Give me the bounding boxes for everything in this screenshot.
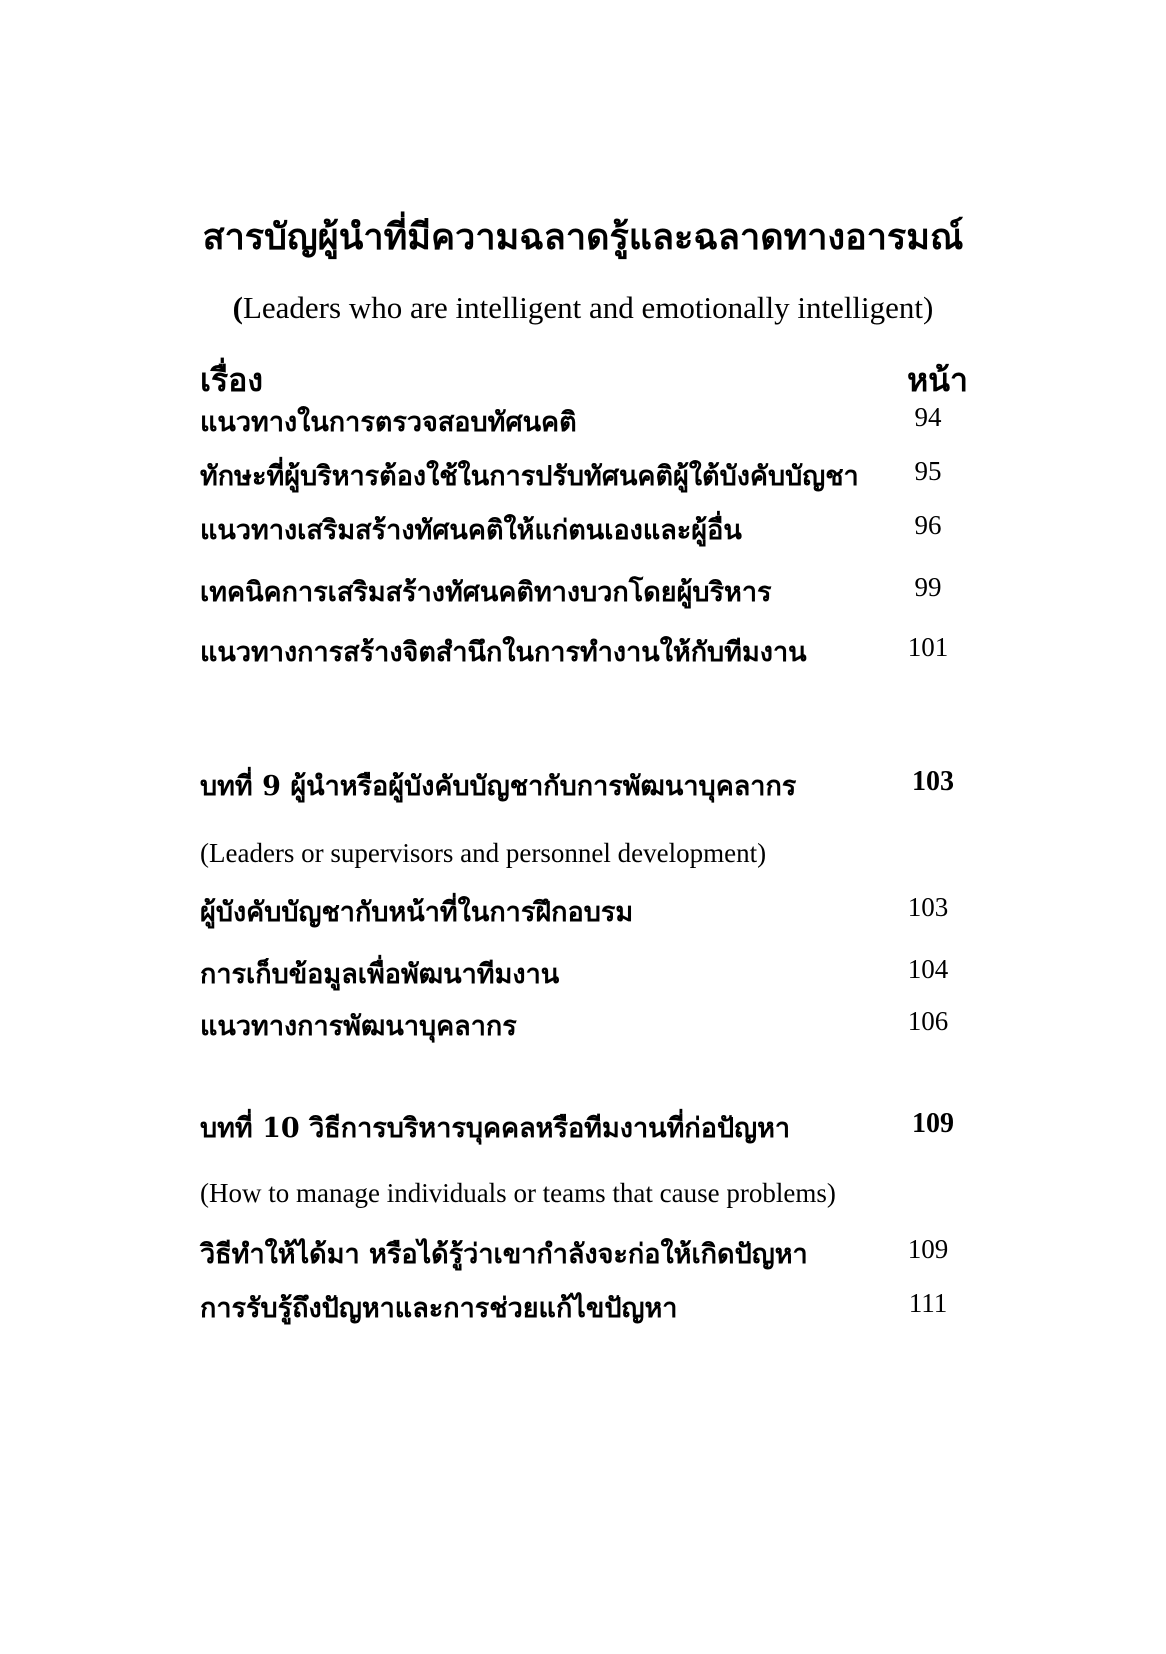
toc-entry-page: 94: [914, 402, 942, 432]
chapter-9-page: 103: [912, 766, 954, 797]
toc-entry-page: 96: [914, 510, 942, 540]
toc-entry: แนวทางเสริมสร้างทัศนคติให้แก่ตนเองและผู้อื่น: [200, 515, 742, 546]
chapter-10-page: 109: [912, 1108, 954, 1139]
toc-entry-page: 106: [907, 1006, 949, 1036]
page-title: สารบัญผู้นำที่มีความฉลาดรู้และฉลาดทางอารมณ์: [202, 216, 964, 258]
chapter-10-title: บทที่ 10 วิธีการบริหารบุคคลหรือทีมงานที่ก่อปัญหา: [200, 1113, 791, 1144]
toc-entry-page: 111: [908, 1288, 948, 1318]
toc-entry-page: 95: [914, 456, 942, 486]
chapter-10-english-title: (How to manage individuals or teams that cause problems): [200, 1178, 836, 1208]
toc-entry: แนวทางในการตรวจสอบทัศนคติ: [200, 407, 577, 438]
chapter-9-english-title: (Leaders or supervisors and personnel development): [200, 838, 767, 868]
toc-entry-page: 103: [907, 892, 949, 922]
toc-entry: วิธีทำให้ได้มา หรือได้รู้ว่าเขากำลังจะก่อให้เกิดปัญหา: [200, 1239, 808, 1270]
toc-entry-page: 101: [907, 632, 949, 662]
toc-entry: การเก็บข้อมูลเพื่อพัฒนาทีมงาน: [200, 959, 560, 990]
subtitle-open-paren: (: [232, 290, 243, 325]
toc-entry-page: 99: [914, 572, 942, 602]
toc-entry: ผู้บังคับบัญชากับหน้าที่ในการฝึกอบรม: [200, 897, 634, 928]
toc-entry: การรับรู้ถึงปัญหาและการช่วยแก้ไขปัญหา: [200, 1293, 678, 1324]
toc-entry-page: 104: [907, 954, 949, 984]
column-header-page: หน้า: [907, 361, 968, 399]
toc-entry-page: 109: [907, 1234, 949, 1264]
chapter-9-title: บทที่ 9 ผู้นำหรือผู้บังคับบัญชากับการพัฒนาบุคลากร: [200, 771, 797, 802]
column-header-topic: เรื่อง: [200, 361, 263, 399]
toc-entry: ทักษะที่ผู้บริหารต้องใช้ในการปรับทัศนคติผู้ใต้บังคับบัญชา: [200, 461, 859, 492]
toc-entry: แนวทางการสร้างจิตสำนึกในการทำงานให้กับทีมงาน: [200, 637, 807, 668]
toc-entry: แนวทางการพัฒนาบุคลากร: [200, 1011, 517, 1042]
toc-entry: เทคนิคการเสริมสร้างทัศนคติทางบวกโดยผู้บริหาร: [200, 577, 772, 608]
subtitle-text: Leaders who are intelligent and emotionally intelligent): [242, 290, 934, 325]
page-subtitle: [0, 290, 1166, 326]
